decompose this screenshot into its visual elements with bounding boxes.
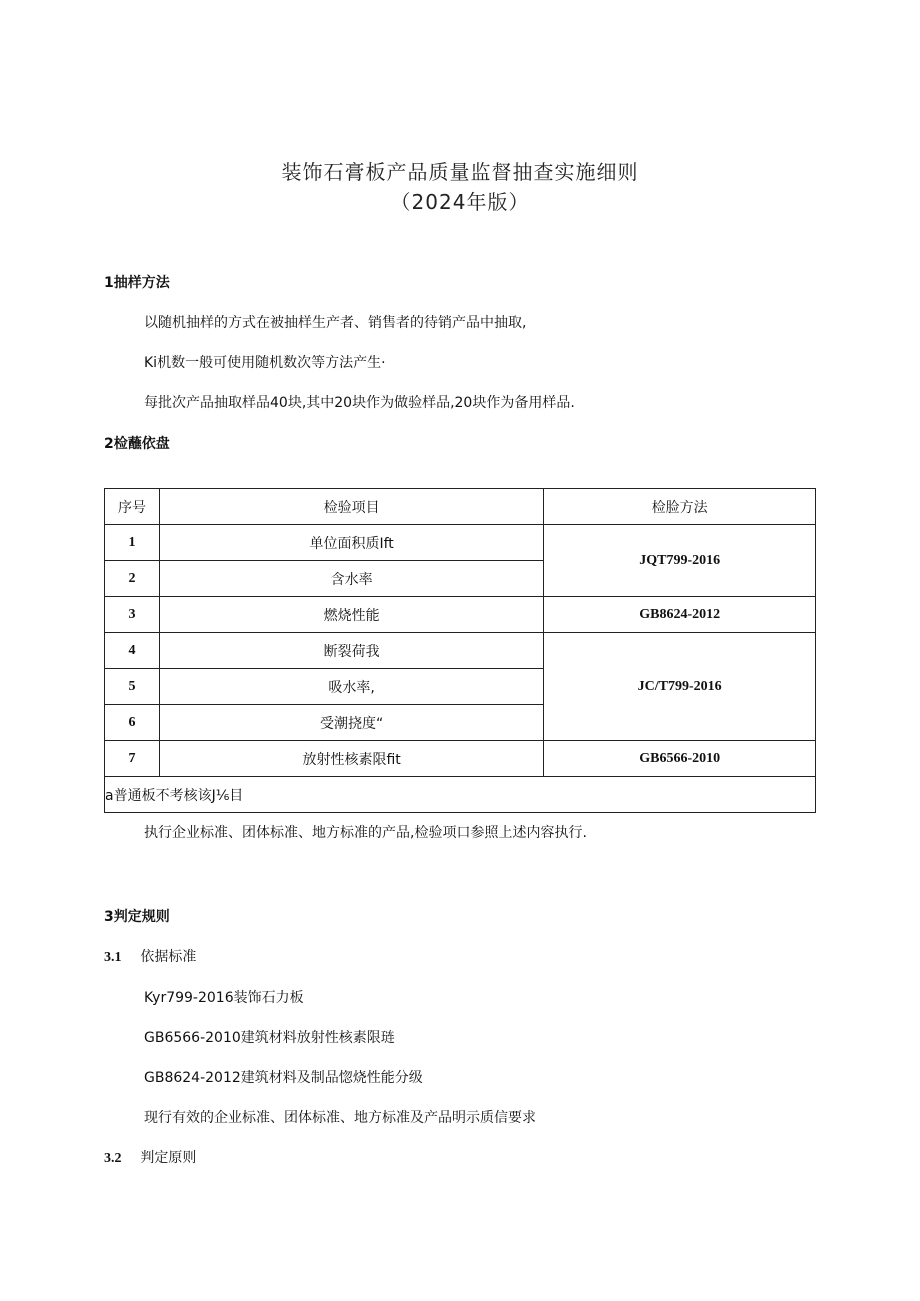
row-no: 7 [105,741,160,777]
document-title: 装饰石膏板产品质量监督抽查实施细则 [281,160,639,184]
section-2-after-table: 执行企业标准、团体标准、地方标准的产品,检验项口参照上述内容执行. [144,825,587,841]
row-no: 4 [105,633,160,669]
subsection-3-2 [104,1147,196,1167]
standard-1-text: Kyr799-2016装饰石力板 [144,990,304,1006]
table-row [105,525,816,561]
row-item: 含水率 [159,561,543,597]
method-cell: GB8624-2012 [544,597,816,633]
subsection-3-1 [104,946,196,966]
row-item: 放射性核素限fit [159,741,543,777]
row-no: 3 [105,597,160,633]
header-method: 检脸方法 [544,489,816,525]
row-no: 5 [105,669,160,705]
method-cell: JQT799-2016 [544,525,816,597]
sampling-paragraph-3: 每批次产品抽取样品40块,其中20块作为做验样品,20块作为备用样品. [144,395,575,411]
subsection-3-2-number: 3.2 [104,1151,122,1166]
table-row [105,741,816,777]
table-row [105,633,816,669]
table-row [105,597,816,633]
sampling-paragraph-1: 以随机抽样的方式在被抽样生产者、销售者的待销产品中抽取, [144,315,527,331]
row-item: 断裂荷我 [159,633,543,669]
row-no: 2 [105,561,160,597]
subsection-3-2-label: 判定原则 [140,1150,197,1166]
section-3-heading: 3判定规则 [104,909,170,925]
subsection-3-1-number: 3.1 [104,950,122,965]
row-item: 燃烧性能 [159,597,543,633]
row-no: 1 [105,525,160,561]
standard-3 [144,1067,423,1087]
table-note-row [105,777,816,813]
row-item: 单位面积质Ift [159,525,543,561]
section-2-heading: 2检蘸依盘 [104,436,170,452]
standard-2-text: GB6566-2010建筑材料放射性核素限琏 [144,1030,395,1046]
section-1-heading: 1抽样方法 [104,275,170,291]
header-no: 序号 [105,489,160,525]
row-item: 吸水率, [159,669,543,705]
standard-3-text: GB8624-2012建筑材料及制品惚烧性能分级 [144,1070,423,1086]
document-edition: （2024年版） [390,190,530,214]
standard-1 [144,987,304,1007]
method-cell: GB6566-2010 [544,741,816,777]
standard-4: 现行有效的企业标准、团体标准、地方标准及产品明示质信要求 [144,1110,536,1126]
row-no: 6 [105,705,160,741]
standard-2 [144,1027,395,1047]
inspection-table [104,488,816,813]
subsection-3-1-label: 依据标准 [140,949,197,965]
table-footnote: a普通板不考核该J⅙目 [105,777,816,813]
method-cell: JC/T799-2016 [544,633,816,741]
table-header-row [105,489,816,525]
row-item: 受潮挠度“ [159,705,543,741]
sampling-paragraph-2: Ki机数一般可使用随机数次等方法产生· [144,355,386,371]
header-item: 检验项目 [159,489,543,525]
